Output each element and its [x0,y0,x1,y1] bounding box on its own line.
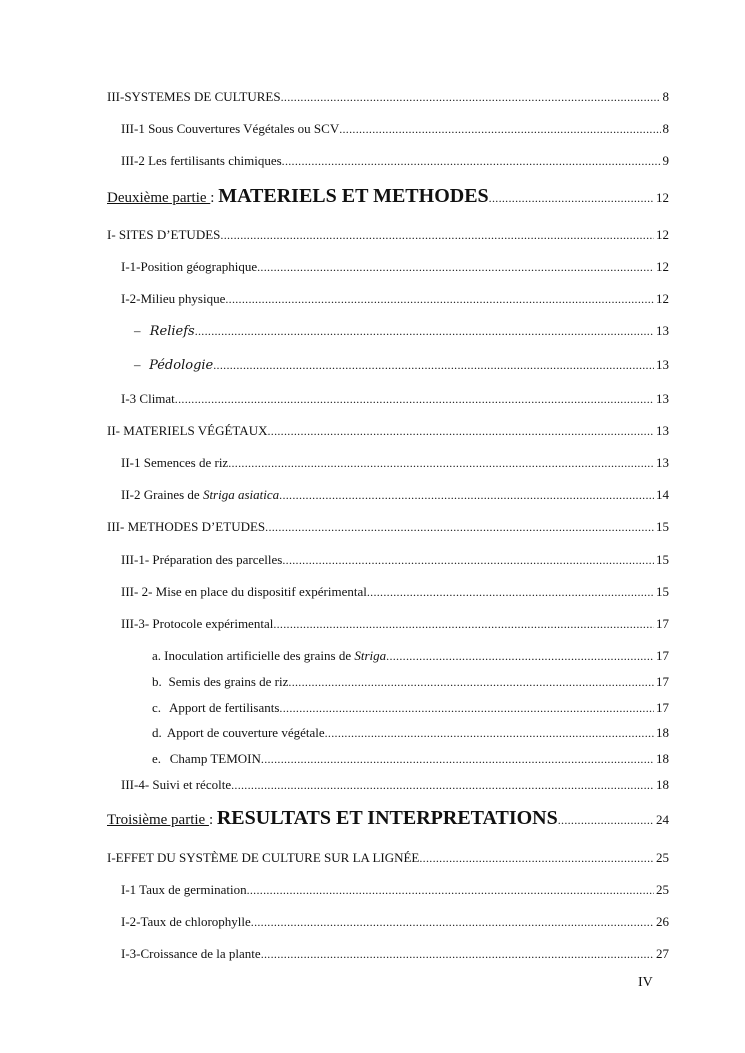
toc-entry-label: III-3- Protocole expérimental [121,616,274,631]
dot-leader [251,914,654,930]
toc-entry-label: Reliefs [149,324,195,339]
toc-page-number: 17 [656,700,669,715]
toc-sub-entry[interactable] [152,674,669,690]
toc-entry-label: III-2 Les fertilisants chimiques [121,153,282,168]
dot-leader [339,121,660,137]
toc-entry-label: II- MATERIELS VÉGÉTAUX [107,423,268,438]
toc-entry[interactable] [121,121,669,137]
toc-entry-label: II-1 Semences de riz [121,455,229,470]
part-heading-label [107,185,489,208]
part-prefix: Deuxième partie [107,190,211,206]
dot-leader [220,227,654,243]
part-separator: : [210,190,219,206]
toc-entry-label: I- SITES D’ETUDES [107,227,221,242]
list-marker: a. [152,648,162,663]
toc-entry-label: I-1-Position géographique [121,259,258,274]
label-text: Inoculation artificielle des grains de [164,648,355,663]
toc-entry[interactable] [121,914,669,930]
page-number-footer: IV [638,975,653,990]
toc-entry-label: I-1 Taux de germination [121,882,247,897]
toc-page-number: 8 [662,89,669,104]
dot-leader [279,487,654,503]
toc-entry[interactable] [121,777,669,793]
toc-page-number: 18 [656,751,669,766]
toc-page-number: 8 [662,121,669,136]
toc-entry-label: III-1- Préparation des parcelles [121,552,283,567]
toc-page-number: 13 [656,455,669,470]
toc-page-number: 26 [656,914,669,929]
toc-page-number: 12 [656,259,669,274]
toc-entry[interactable] [107,227,669,243]
toc-entry[interactable] [121,291,669,307]
dot-leader [267,423,654,439]
part-title: MATERIELS ET METHODES [218,185,489,207]
toc-entry-label [121,487,279,503]
toc-entry[interactable] [121,455,669,471]
dot-leader [265,519,654,535]
toc-entry-label: I-2-Taux de chlorophylle [121,914,251,929]
dot-leader [261,751,654,767]
toc-page-number: 12 [656,227,669,242]
toc-page-number: 17 [656,616,669,631]
toc-page-number: 24 [656,812,669,827]
toc-page-number: 13 [656,391,669,406]
toc-page-number: 25 [656,882,669,897]
dot-leader [228,455,654,471]
toc-entry-label: III- 2- Mise en place du dispositif expérimental [121,584,367,599]
dot-leader [288,674,654,690]
toc-entry-label: Apport de couverture végétale [166,725,325,740]
toc-entry[interactable] [121,552,669,568]
list-marker: b. [152,674,162,689]
dot-leader [273,616,654,632]
toc-sub-entry[interactable] [152,725,669,741]
toc-page-number: 17 [656,648,669,663]
toc-entry-label: I-EFFET DU SYSTÈME DE CULTURE SUR LA LIGNÉE [107,850,420,865]
toc-page-number: 13 [656,323,669,338]
toc-entry-label: III-4- Suivi et récolte [121,777,232,792]
dot-leader [261,946,654,962]
dot-leader [282,552,654,568]
toc-entry[interactable] [107,519,669,535]
list-marker: d. [152,725,162,740]
toc-entry[interactable] [134,323,669,339]
dot-leader [281,89,661,105]
dot-leader [175,391,654,407]
dash-bullet: – [134,357,141,372]
toc-entry[interactable] [107,89,669,105]
part-separator: : [208,812,217,828]
toc-page-number: 13 [656,423,669,438]
toc-entry[interactable] [134,357,669,373]
dot-leader [367,584,654,600]
toc-page-number: 14 [656,487,669,502]
part-title: RESULTATS ET INTERPRETATIONS [216,807,558,829]
label-italic-text: Striga [354,648,387,663]
toc-page-number: 9 [662,153,669,168]
toc-entry-label: I-2-Milieu physique [121,291,226,306]
toc-page-number: 15 [656,552,669,567]
toc-page-number: 12 [656,291,669,306]
dot-leader [419,850,654,866]
toc-page-number: 12 [656,190,669,205]
toc-entry[interactable] [121,882,669,898]
toc-entry-label: Champ TEMOIN [169,751,261,766]
toc-entry-label: III-1 Sous Couvertures Végétales ou SCV [121,121,340,136]
toc-page-number: 18 [656,725,669,740]
toc-page-number: 15 [656,584,669,599]
toc-entry[interactable] [121,616,669,632]
toc-sub-entry[interactable] [152,648,669,664]
part-heading-label [107,807,558,830]
dot-leader [279,700,654,716]
toc-entry[interactable] [121,391,669,407]
toc-page-number: 17 [656,674,669,689]
toc-page-number: 25 [656,850,669,865]
dot-leader [195,323,654,339]
toc-page-number: 18 [656,777,669,792]
toc-sub-entry[interactable] [152,700,669,716]
toc-entry[interactable] [121,946,669,962]
toc-entry-label: III-SYSTEMES DE CULTURES [107,89,281,104]
label-italic-text: Striga asiatica [202,487,280,502]
list-marker: c. [152,700,162,715]
toc-page-number: 27 [656,946,669,961]
toc-page-number: 15 [656,519,669,534]
toc-entry[interactable] [107,850,669,866]
toc-entry-label: Semis des grains de riz [168,674,289,689]
toc-entry[interactable] [121,584,669,600]
label-text: II-2 Graines de [121,487,203,502]
dot-leader [231,777,654,793]
part-prefix: Troisième partie [107,812,209,828]
dot-leader [282,153,661,169]
dot-leader [558,812,654,829]
toc-entry[interactable] [121,259,669,275]
dot-leader [325,725,654,741]
toc-part-heading[interactable] [107,807,669,830]
toc-entry-label: III- METHODES D’ETUDES [107,519,266,534]
toc-entry[interactable] [107,423,669,439]
toc-entry-label: Apport de fertilisants [168,700,280,715]
toc-entry-label [164,648,386,664]
toc-page-number: 13 [656,357,669,372]
dot-leader [386,648,654,664]
dot-leader [225,291,654,307]
toc-entry[interactable] [121,153,669,169]
toc-entry-label: Pédologie [149,358,214,373]
toc-entry-label: I-3 Climat [121,391,175,406]
dot-leader [257,259,654,275]
toc-entry-label: I-3-Croissance de la plante [121,946,261,961]
dot-leader [247,882,654,898]
dot-leader [213,357,654,373]
toc-sub-entry[interactable] [152,751,669,767]
list-marker: e. [152,751,162,766]
dot-leader [489,190,654,207]
toc-entry[interactable] [121,487,669,503]
toc-part-heading[interactable] [107,185,669,208]
dash-bullet: – [134,323,141,338]
